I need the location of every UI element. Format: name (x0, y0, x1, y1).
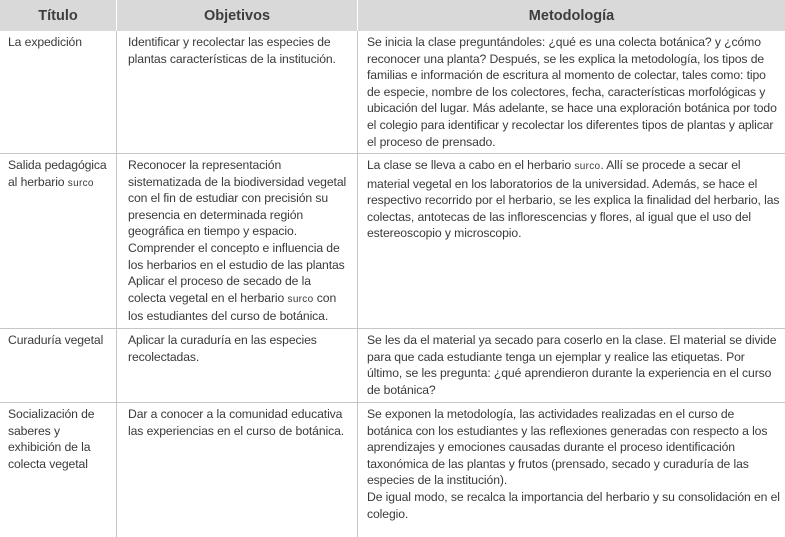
header-titulo: Título (0, 0, 117, 31)
metodologia-paragraph: Se exponen la metodología, las actividades realizadas en el curso de botánica con los estudiantes y las reflexiones generadas con respecto a los aprendizajes y emociones causadas durante el proceso identificación taxonómica de las plantas y frutos (prensado, secado y curaduría de las especies de la institución). (367, 407, 768, 488)
cell-metodologia: Se les da el material ya secado para coserlo en la clase. El material se divide para que cada estudiante tenga un ejemplar y realice las etiquetas. Por último, se les pregunta: ¿qué aprendieron durante la experiencia en el curso de botánica? (358, 329, 785, 403)
herbario-acronym: surco (287, 293, 314, 305)
table-header-row (0, 0, 785, 31)
cell-objetivos: Dar a conocer a la comunidad educativa las experiencias en el curso de botánica. (117, 403, 358, 537)
metodologia-paragraph: De igual modo, se recalca la importancia del herbario y su consolidación en el colegio. (367, 489, 780, 521)
cell-titulo (0, 154, 117, 329)
header-metodologia: Metodología (358, 0, 785, 31)
objetivo-item: Aplicar el proceso de secado de la colecta vegetal en el herbario surco con los estudiantes del curso de botánica. (128, 274, 337, 324)
cell-titulo-text: Salida pedagógica al herbario (8, 158, 107, 189)
table-row (0, 31, 785, 154)
herbario-acronym: surco (67, 177, 94, 189)
cell-metodologia: Se inicia la clase preguntándoles: ¿qué es una colecta botánica? y ¿cómo reconocer una planta? Después, se les explica la metodología, los tipos de familias e información de escritura al momento de colectar, tales como: tipo de especie, nombre de los colectores, fecha, características morfológicas y ubicación del lugar. Más adelante, se hace una exploración botánica por todo el colegio para identificar y recolectar los diferentes tipos de plantas y aplicar el proceso de prensado. (358, 31, 785, 154)
table-row (0, 329, 785, 403)
cell-titulo: La expedición (0, 31, 117, 154)
cell-objetivos: Identificar y recolectar las especies de plantas características de la institución. (117, 31, 358, 154)
cell-titulo: Socialización de saberes y exhibición de la colecta vegetal (0, 403, 117, 537)
cell-objetivos (117, 154, 358, 329)
table-row (0, 403, 785, 537)
herbario-acronym: surco (574, 161, 601, 172)
cell-metodologia: La clase se lleva a cabo en el herbario surco. Allí se procede a secar el material vegetal en los laboratorios de la universidad. Además, se hace el respectivo recorrido por el herbario, se les explica la finalidad del herbario, las colectas, antotecas de las inflorescencias y flores, al igual que el uso del estereoscopio y microscopio. (358, 154, 785, 329)
cell-objetivos: Aplicar la curaduría en las especies recolectadas. (117, 329, 358, 403)
cell-metodologia (358, 403, 785, 537)
header-objetivos: Objetivos (117, 0, 358, 31)
table-row (0, 154, 785, 329)
objetivo-item: Comprender el concepto e influencia de los herbarios en el estudio de las plantas (128, 240, 345, 272)
cell-titulo: Curaduría vegetal (0, 329, 117, 403)
objetivo-item: Reconocer la representación sistematizada de la biodiversidad vegetal con el fin de estudiar con precisión su presencia en determinada región geográfica en tiempo y espacio. (128, 158, 347, 239)
